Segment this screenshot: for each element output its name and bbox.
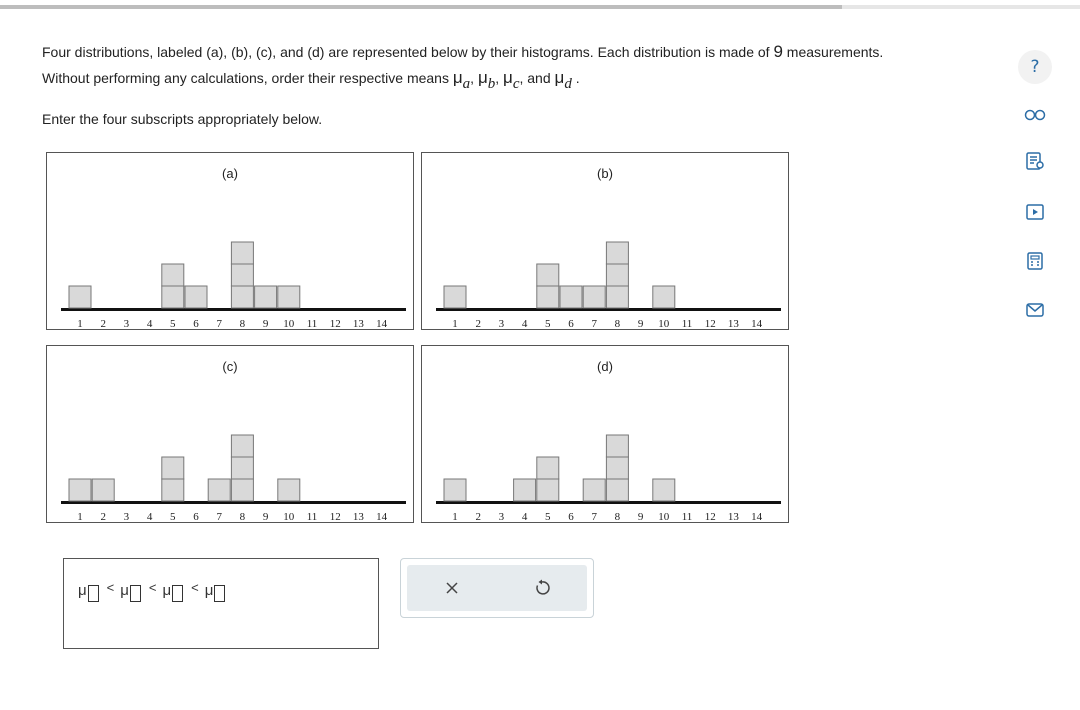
histogram-box: [278, 286, 300, 308]
histogram-box: [278, 479, 300, 501]
tick-label: 11: [306, 511, 318, 523]
histogram-label: (b): [597, 166, 613, 181]
tick-label: 5: [545, 511, 551, 523]
histogram-box: [560, 286, 582, 308]
tick-label: 2: [475, 511, 481, 523]
histogram-c: [46, 345, 414, 523]
histogram-box: [606, 479, 628, 501]
histogram-box: [606, 264, 628, 286]
histogram-box: [606, 286, 628, 308]
tick-label: 5: [170, 318, 176, 330]
tick-label: 10: [658, 511, 670, 523]
mu-symbol: μ: [204, 582, 214, 599]
tick-label: 9: [262, 318, 269, 330]
tick-label: 1: [452, 511, 458, 523]
histogram-box: [583, 479, 605, 501]
tick-label: 10: [283, 318, 295, 330]
tick-label: 9: [637, 511, 644, 523]
histogram-b: [421, 152, 789, 330]
tick-label: 4: [146, 511, 153, 523]
tick-label: 14: [376, 318, 388, 330]
tick-label: 8: [614, 511, 621, 523]
answer-actions: [400, 558, 594, 618]
mu-d: $\mu_d$: [554, 68, 572, 92]
prompt-text: Four distributions, labeled (a), (b), (c), and (d) are represented below by their histograms. Each distribution is made of: [42, 44, 774, 60]
tick-label: 12: [704, 511, 716, 523]
undo-icon: [533, 579, 551, 597]
histogram-plot: [47, 153, 415, 331]
histogram-plot: [47, 346, 415, 524]
histogram-box: [231, 264, 253, 286]
prompt-text: Without performing any calculations, order their respective means: [42, 70, 453, 86]
tick-label: 7: [591, 318, 597, 330]
tick-label: 4: [521, 511, 528, 523]
tick-label: 14: [751, 318, 763, 330]
tick-label: 12: [704, 318, 716, 330]
tick-label: 8: [239, 318, 246, 330]
tick-label: 11: [306, 318, 318, 330]
tick-label: 11: [681, 318, 693, 330]
mail-button[interactable]: [1018, 293, 1052, 327]
progress-fill: [0, 5, 842, 9]
histogram-box: [606, 435, 628, 457]
tick-label: 12: [329, 318, 341, 330]
tick-label: 1: [77, 318, 83, 330]
histogram-box: [92, 479, 114, 501]
tick-label: 7: [216, 511, 222, 523]
histogram-box: [444, 286, 466, 308]
histogram-box: [514, 479, 536, 501]
tick-label: 6: [193, 318, 199, 330]
tick-label: 5: [545, 318, 551, 330]
tick-label: 13: [727, 318, 739, 330]
histogram-box: [653, 286, 675, 308]
histogram-box: [537, 264, 559, 286]
less-than-symbol: <: [191, 580, 199, 595]
histogram-plot: [422, 153, 790, 331]
mu-c: $\mu_c$: [503, 68, 520, 92]
tick-label: 2: [475, 318, 481, 330]
progress-bar: [0, 5, 1080, 9]
tick-label: 1: [452, 318, 458, 330]
histogram-box: [583, 286, 605, 308]
histogram-box: [231, 435, 253, 457]
help-button[interactable]: [1018, 50, 1052, 84]
mail-icon: [1025, 300, 1045, 320]
tick-label: 8: [614, 318, 621, 330]
histogram-d: [421, 345, 789, 523]
x-icon: [444, 580, 460, 596]
calculator-icon: [1025, 251, 1045, 271]
tick-label: 7: [591, 511, 597, 523]
histogram-label: (a): [222, 166, 238, 181]
histogram-box: [162, 457, 184, 479]
tick-label: 4: [521, 318, 528, 330]
mu-symbol: μ: [162, 582, 172, 599]
mu-symbol: μ: [78, 582, 87, 599]
mu-symbol: μ: [120, 582, 129, 599]
histogram-a: [46, 152, 414, 330]
tick-label: 2: [100, 318, 106, 330]
tick-label: 10: [283, 511, 295, 523]
tick-label: 11: [681, 511, 693, 523]
help-icon: ?: [1030, 57, 1040, 77]
measurement-count: 9: [773, 42, 783, 61]
histogram-box: [231, 286, 253, 308]
video-button[interactable]: [1018, 195, 1052, 229]
less-than-symbol: <: [148, 580, 157, 595]
tick-label: 4: [146, 318, 153, 330]
tick-label: 7: [216, 318, 222, 330]
tick-label: 6: [193, 511, 199, 523]
histogram-box: [606, 457, 628, 479]
histogram-box: [537, 457, 559, 479]
histogram-box: [606, 242, 628, 264]
histogram-box: [653, 479, 675, 501]
glasses-icon: [1023, 107, 1047, 121]
histogram-box: [231, 457, 253, 479]
histogram-box: [231, 479, 253, 501]
histogram-box: [537, 286, 559, 308]
histogram-plot: [422, 346, 790, 524]
tick-label: 6: [568, 511, 574, 523]
subscript-slot-3[interactable]: [172, 585, 183, 602]
clear-button[interactable]: [432, 568, 472, 608]
histogram-box: [69, 479, 91, 501]
histogram-label: (d): [597, 359, 613, 374]
tick-label: 14: [751, 511, 763, 523]
tick-label: 9: [262, 511, 269, 523]
prompt-line-2: Without performing any calculations, order their respective means $\mu_a$, $\mu_b$, $\mu_c$, and $\mu_d$ .: [42, 68, 580, 92]
reset-button[interactable]: [522, 568, 562, 608]
histogram-box: [69, 286, 91, 308]
tick-label: 8: [239, 511, 246, 523]
tick-label: 13: [727, 511, 739, 523]
prompt-text: measurements.: [782, 44, 884, 60]
tick-label: 14: [376, 511, 388, 523]
histogram-box: [208, 479, 230, 501]
histogram-box: [162, 264, 184, 286]
subscript-slot-4[interactable]: [214, 585, 225, 602]
tick-label: 5: [170, 511, 176, 523]
histogram-box: [185, 286, 207, 308]
tick-label: 13: [352, 511, 364, 523]
tick-label: 13: [352, 318, 364, 330]
histogram-box: [537, 479, 559, 501]
prompt-line-1: [42, 42, 883, 62]
prompt-line-3: Enter the four subscripts appropriately below.: [42, 111, 323, 127]
histogram-box: [162, 479, 184, 501]
histogram-box: [255, 286, 277, 308]
tick-label: 3: [123, 318, 130, 330]
tick-label: 6: [568, 318, 574, 330]
histogram-box: [444, 479, 466, 501]
mu-b: $\mu_b$: [477, 68, 496, 92]
histogram-label: (c): [222, 359, 238, 374]
subscript-slot-1[interactable]: [88, 585, 99, 602]
tick-label: 3: [123, 511, 130, 523]
histogram-box: [231, 242, 253, 264]
mu-a: $\mu_a$: [452, 68, 471, 92]
answer-ordering: [78, 579, 227, 602]
tick-label: 3: [498, 511, 505, 523]
answer-box: [63, 558, 379, 649]
glasses-button[interactable]: [1018, 97, 1052, 131]
tick-label: 12: [329, 511, 341, 523]
notes-button[interactable]: [1018, 144, 1052, 178]
tick-label: 3: [498, 318, 505, 330]
calculator-button[interactable]: [1018, 244, 1052, 278]
tick-label: 10: [658, 318, 670, 330]
notes-icon: [1025, 151, 1045, 171]
video-icon: [1025, 202, 1045, 222]
subscript-slot-2[interactable]: [130, 585, 141, 602]
tick-label: 2: [100, 511, 106, 523]
less-than-symbol: <: [106, 580, 115, 595]
histogram-box: [162, 286, 184, 308]
tick-label: 9: [637, 318, 644, 330]
tick-label: 1: [77, 511, 83, 523]
